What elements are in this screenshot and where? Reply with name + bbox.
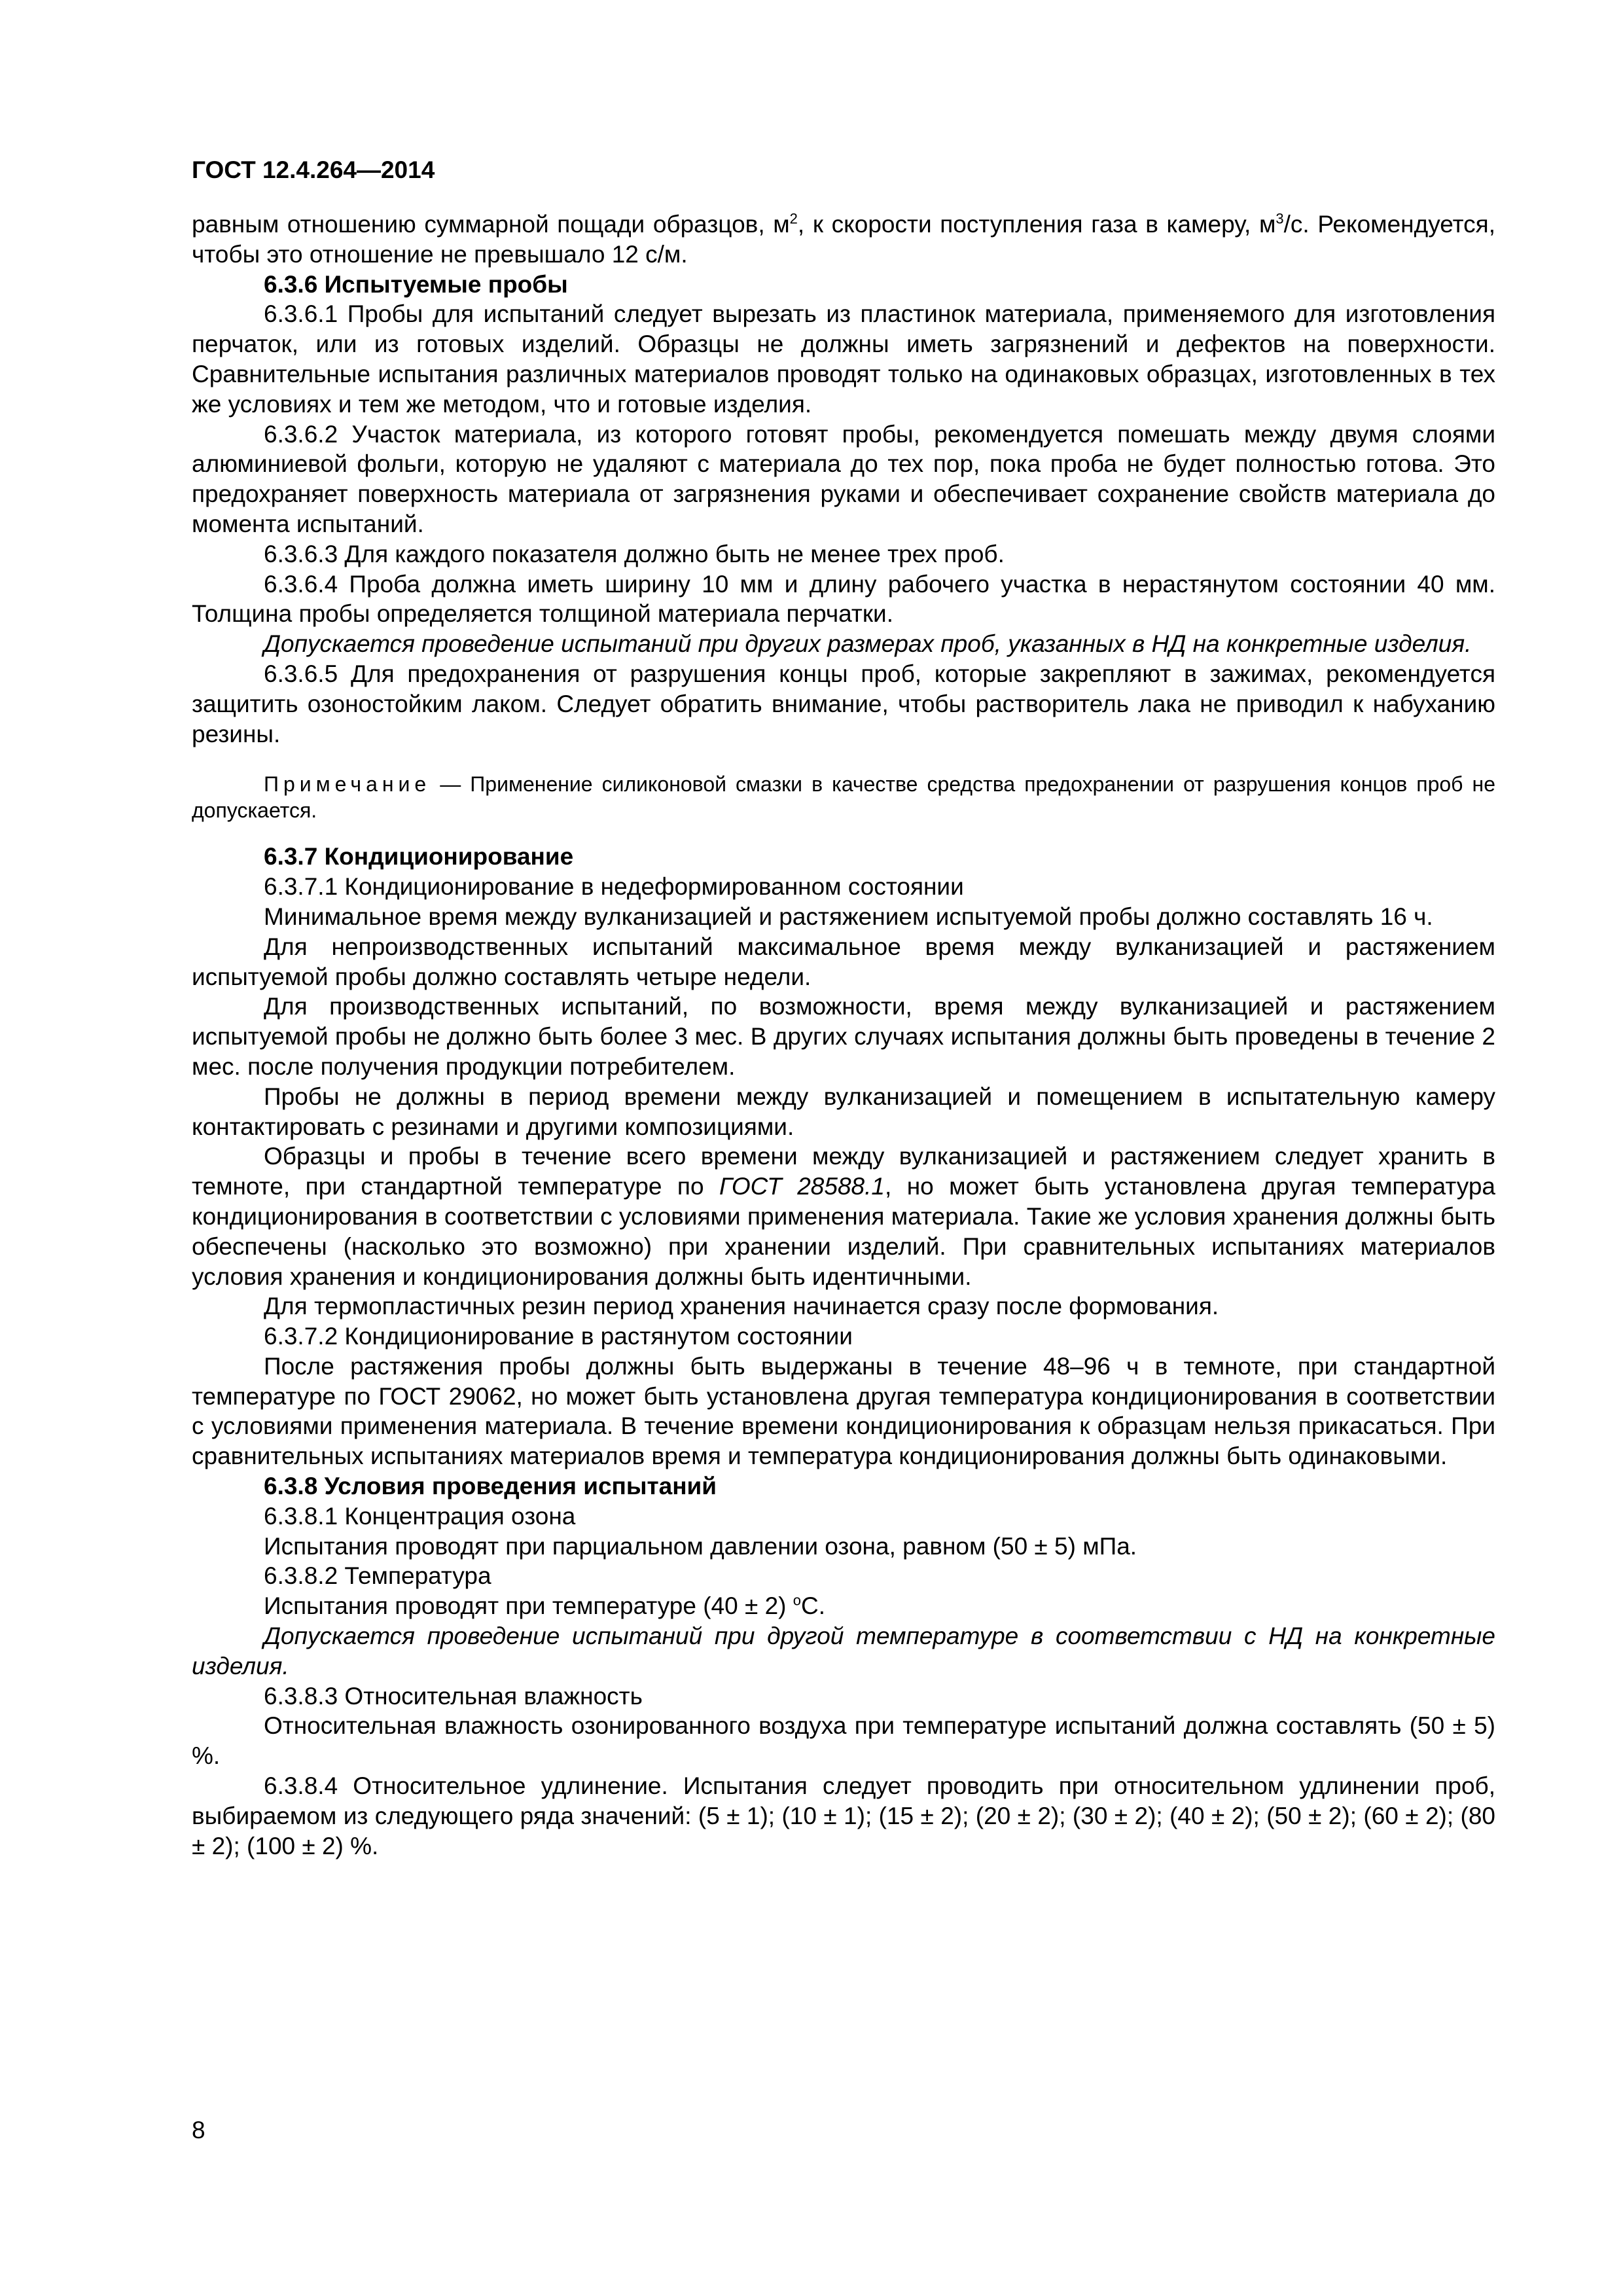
paragraph-6-3-7-1-d: Пробы не должны в период времени между вулканизацией и помещением в испытательную камеру контактировать с резинами и другими композициями. (192, 1083, 1495, 1140)
note-label: Примечание (264, 772, 431, 797)
paragraph-6-3-7-1-a: Минимальное время между вулканизацией и растяжением испытуемой пробы должно составлять 16 ч. (264, 903, 1433, 930)
paragraph-6-3-6-4: 6.3.6.4 Проба должна иметь ширину 10 мм и длину рабочего участка в нерастянутом состоянии 40 мм. Толщина пробы определяется толщиной материала перчатки. (192, 570, 1495, 628)
section-heading-6-3-7: 6.3.7 Кондиционирование (264, 843, 574, 870)
paragraph-6-3-6-5: 6.3.6.5 Для предохранения от разрушения концы проб, которые закрепляют в зажимах, рекомендуется защитить озоностойким лаком. Следует обратить внимание, чтобы растворитель лака не приводил к набуханию резины. (192, 660, 1495, 747)
paragraph-6-3-8-1-a: Испытания проводят при парциальном давлении озона, равном (50 ± 5) мПа. (264, 1532, 1137, 1560)
paragraph-6-3-7-1-c: Для производственных испытаний, по возможности, время между вулканизацией и растяжением испытуемой пробы не должно быть более 3 мес. В других случаях испытания должны быть проведены в течение 2 мес. после получения продукции потребителем. (192, 993, 1495, 1080)
paragraph-6-3-7-1: 6.3.7.1 Кондиционирование в недеформированном состоянии (264, 873, 964, 901)
paragraph-continuation: равным отношению суммарной пощади образцов, $м^2$, к скорости поступления газа в камеру, $м^3/с$. Рекомендуется, чтобы это отношение не превышало 12 с/м. (192, 210, 1495, 268)
paragraph-6-3-8-2-a: Испытания проводят при температуре (40 ± 2) $^о$С. (264, 1592, 826, 1620)
page-body (192, 209, 1495, 1861)
standard-reference: ГОСТ 28588.1 (719, 1173, 885, 1200)
section-heading-6-3-6: 6.3.6 Испытуемые пробы (264, 270, 568, 298)
paragraph-6-3-8-3-a: Относительная влажность озонированного воздуха при температуре испытаний должна составлять (50 ± 5) %. (192, 1712, 1495, 1770)
paragraph-6-3-8-1: 6.3.8.1 Концентрация озона (264, 1502, 576, 1530)
paragraph-6-3-8-2-allowance: Допускается проведение испытаний при другой температуре в соответствии с НД на конкретные изделия. (192, 1623, 1495, 1679)
section-heading-6-3-8: 6.3.8 Условия проведения испытаний (264, 1473, 717, 1500)
paragraph-6-3-8-2: 6.3.8.2 Температура (264, 1562, 491, 1590)
note (192, 771, 1495, 823)
document-header: ГОСТ 12.4.264—2014 (192, 156, 435, 183)
paragraph-6-3-6-4-allowance: Допускается проведение испытаний при других размерах проб, указанных в НД на конкретные изделия. (264, 630, 1472, 658)
paragraph-6-3-8-3: 6.3.8.3 Относительная влажность (264, 1682, 643, 1710)
paragraph-6-3-8-4: 6.3.8.4 Относительное удлинение. Испытания следует проводить при относительном удлинении проб, выбираемом из следующего ряда значений: (5 ± 1); (10 ± 1); (15 ± 2); (20 ± 2); (30 ± 2); (40 ± 2); (50 ± 2); (60 ± 2); (80 ± 2); (100 ± 2) %. (192, 1772, 1495, 1859)
paragraph-6-3-6-3: 6.3.6.3 Для каждого показателя должно быть не менее трех проб. (264, 540, 1005, 567)
page-number: 8 (192, 2117, 205, 2144)
paragraph-6-3-7-1-b: Для непроизводственных испытаний максимальное время между вулканизацией и растяжением испытуемой пробы должно составлять четыре недели. (192, 933, 1495, 990)
paragraph-6-3-7-1-e: Образцы и пробы в течение всего времени между вулканизацией и растяжением следует хранить в темноте, при стандартной температуре по ГОСТ 28588.1, но может быть установлена другая температура кондиционирования в соответствии с условиями применения материала. Такие же условия хранения должны быть обеспечены (насколько это возможно) при хранении изделий. При сравнительных испытаниях материалов условия хранения и кондиционирования должны быть идентичными. (192, 1143, 1495, 1290)
note-text: — Применение силиконовой смазки в качестве средства предохранении от разрушения концов проб не допускается. (192, 772, 1495, 823)
paragraph-6-3-6-2: 6.3.6.2 Участок материала, из которого готовят пробы, рекомендуется помешать между двумя слоями алюминиевой фольги, которую не удаляют с материала до тех пор, пока проба не будет полностью готова. Это предохраняет поверхность материала от загрязнения руками и обеспечивает сохранение свойств материала до момента испытаний. (192, 420, 1495, 537)
paragraph-6-3-7-1-f: Для термопластичных резин период хранения начинается сразу после формования. (264, 1293, 1219, 1320)
paragraph-6-3-7-2: 6.3.7.2 Кондиционирование в растянутом состоянии (264, 1323, 853, 1350)
paragraph-6-3-6-1: 6.3.6.1 Пробы для испытаний следует вырезать из пластинок материала, применяемого для изготовления перчаток, или из готовых изделий. Образцы не должны иметь загрязнений и дефектов на поверхности. Сравнительные испытания различных материалов проводят только на одинаковых образцах, изготовленных в тех же условиях и тем же методом, что и готовые изделия. (192, 300, 1495, 418)
paragraph-6-3-7-2-a: После растяжения пробы должны быть выдержаны в течение 48–96 ч в темноте, при стандартной температуре по ГОСТ 29062, но может быть установлена другая температура кондиционирования в соответствии с условиями применения материала. В течение времени кондиционирования к образцам нельзя прикасаться. При сравнительных испытаниях материалов время и температура кондиционирования должны быть одинаковыми. (192, 1352, 1495, 1470)
